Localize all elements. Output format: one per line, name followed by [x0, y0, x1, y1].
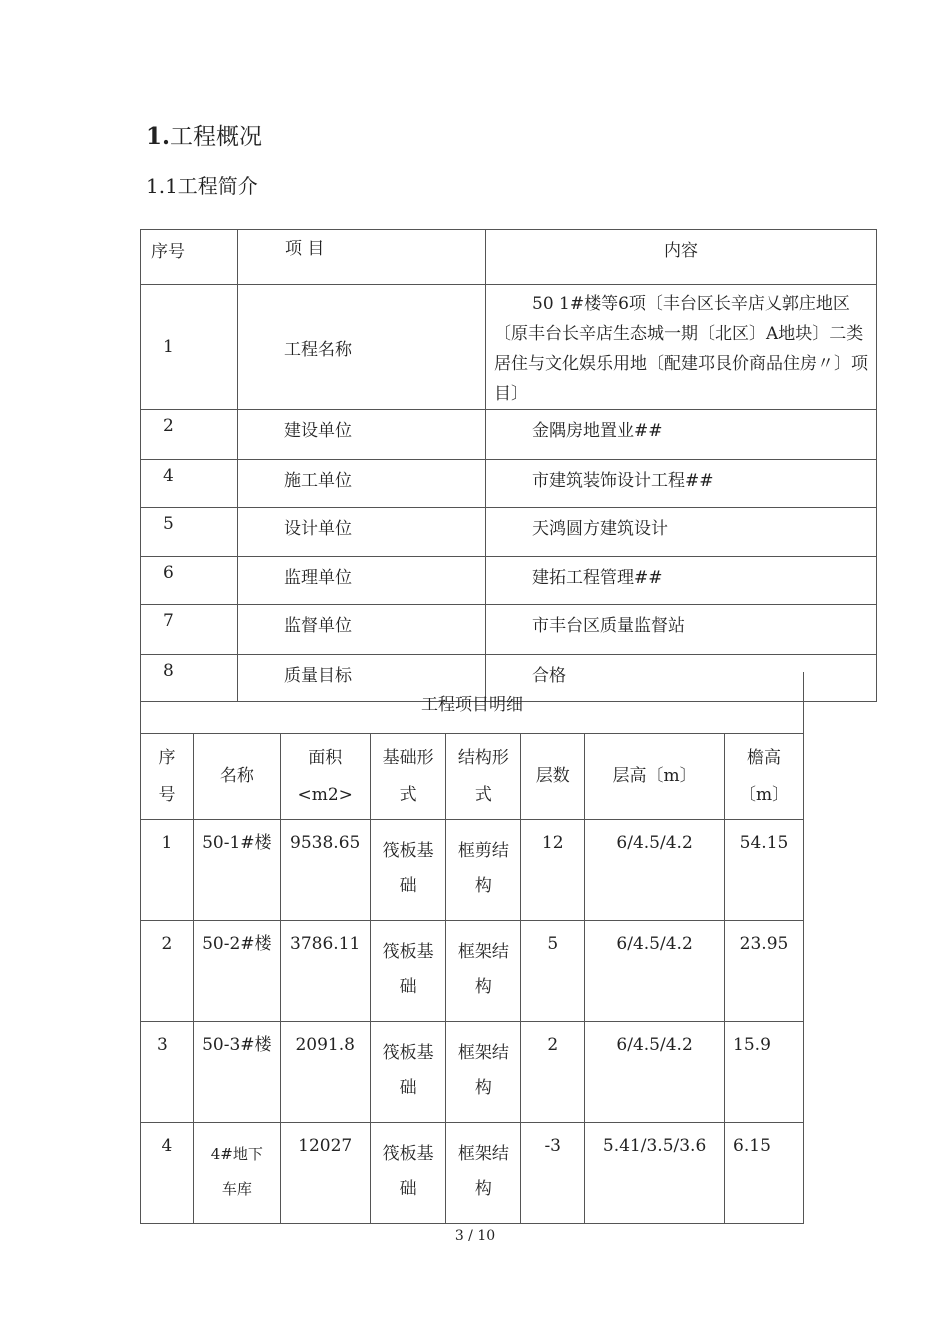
header-structure-line1: 结构形	[457, 747, 509, 768]
row-content: 市丰台区质量监督站	[486, 605, 877, 655]
header-structure	[446, 734, 521, 820]
cell-eave: 15.9	[725, 1022, 804, 1123]
cell-height: 6/4.5/4.2	[585, 921, 725, 1022]
cell-structure	[446, 921, 521, 1022]
cell-name: 50-3#楼	[193, 1022, 280, 1123]
cell-no: 3	[141, 1022, 194, 1123]
cell-no: 4	[141, 1123, 194, 1224]
cell-floors: 2	[521, 1022, 585, 1123]
table-header-row	[141, 230, 877, 285]
cell-foundation-line1: 筏板基	[382, 1144, 434, 1164]
row-item: 设计单位	[238, 508, 486, 557]
table-row	[141, 605, 877, 655]
cell-foundation-line1: 筏板基	[382, 841, 434, 861]
cell-structure	[446, 820, 521, 921]
header-foundation	[370, 734, 446, 820]
table-row	[141, 285, 877, 410]
row-item: 监理单位	[238, 557, 486, 605]
cell-area: 9538.65	[280, 820, 370, 921]
subsection-heading: 1.1工程简介	[146, 174, 258, 198]
header-height: 层高〔m〕	[585, 734, 725, 820]
header-foundation-line1: 基础形	[382, 747, 434, 768]
row-number: 6	[141, 557, 238, 605]
cell-name-line2: 车库	[221, 1180, 252, 1198]
header-foundation-line2: 式	[399, 784, 417, 805]
header-no-line1: 序	[158, 747, 176, 768]
cell-structure-line2: 构	[474, 1078, 492, 1098]
cell-foundation-line2: 础	[399, 1179, 417, 1199]
cell-area: 12027	[280, 1123, 370, 1224]
cell-foundation-line2: 础	[399, 977, 417, 997]
cell-name: 50-1#楼	[193, 820, 280, 921]
header-cell: 项 目	[238, 230, 486, 285]
header-area	[280, 734, 370, 820]
cell-structure-line1: 框架结	[457, 1043, 509, 1063]
cell-area: 3786.11	[280, 921, 370, 1022]
project-detail-table	[140, 672, 804, 1224]
row-content: 50 1#楼等6项〔丰台区长辛店乂郭庄地区〔原丰台长辛店生态城一期〔北区〕A地块〕二类居住与文化娱乐用地〔配建邛艮价商品住房〃〕项目〕	[486, 285, 877, 410]
row-item: 监督单位	[238, 605, 486, 655]
cell-structure-line2: 构	[474, 977, 492, 997]
cell-area: 2091.8	[280, 1022, 370, 1123]
header-cell: 序号	[141, 230, 238, 285]
header-no-line2: 号	[158, 784, 176, 805]
row-number: 5	[141, 508, 238, 557]
cell-no: 1	[141, 820, 194, 921]
cell-height: 6/4.5/4.2	[585, 1022, 725, 1123]
cell-name: 50-2#楼	[193, 921, 280, 1022]
row-number: 7	[141, 605, 238, 655]
cell-structure-line2: 构	[474, 1179, 492, 1199]
table-row	[141, 460, 877, 508]
table-header-row	[141, 734, 804, 820]
cell-foundation-line1: 筏板基	[382, 1043, 434, 1063]
cell-foundation	[370, 1123, 446, 1224]
row-item: 质量目标	[238, 655, 486, 702]
cell-foundation	[370, 1022, 446, 1123]
table-row	[141, 557, 877, 605]
table-row	[141, 1022, 804, 1123]
cell-structure-line1: 框架结	[457, 1144, 509, 1164]
table-row	[141, 508, 877, 557]
cell-structure-line1: 框架结	[457, 942, 509, 962]
row-number: 4	[141, 460, 238, 508]
cell-floors: 12	[521, 820, 585, 921]
section-heading	[146, 118, 262, 151]
cell-floors: -3	[521, 1123, 585, 1224]
header-eave-line1: 檐高	[747, 747, 782, 768]
cell-eave: 23.95	[725, 921, 804, 1022]
cell-name-line1: 4#地下	[210, 1145, 263, 1163]
cell-height: 5.41/3.5/3.6	[585, 1123, 725, 1224]
header-cell: 内容	[486, 230, 877, 285]
header-no	[141, 734, 194, 820]
header-area-line1: 面积	[308, 747, 343, 768]
cell-no: 2	[141, 921, 194, 1022]
table-title: 工程项目明细	[141, 672, 804, 734]
cell-structure	[446, 1123, 521, 1224]
header-floors: 层数	[521, 734, 585, 820]
header-name: 名称	[193, 734, 280, 820]
cell-foundation-line1: 筏板基	[382, 942, 434, 962]
cell-foundation-line2: 础	[399, 876, 417, 896]
row-content: 建拓工程管理##	[486, 557, 877, 605]
cell-structure-line2: 构	[474, 876, 492, 896]
row-number: 2	[141, 410, 238, 460]
header-eave-line2: 〔m〕	[738, 784, 790, 805]
row-content: 金隅房地置业##	[486, 410, 877, 460]
row-item: 工程名称	[238, 285, 486, 410]
cell-foundation-line2: 础	[399, 1078, 417, 1098]
row-number: 1	[141, 285, 238, 410]
table-row	[141, 820, 804, 921]
table-row	[141, 921, 804, 1022]
page-number: 3 / 10	[454, 1228, 496, 1244]
table-row	[141, 1123, 804, 1224]
project-intro-table	[140, 229, 877, 702]
section-number: 1.	[146, 123, 171, 150]
cell-eave: 54.15	[725, 820, 804, 921]
row-number: 8	[141, 655, 238, 702]
cell-floors: 5	[521, 921, 585, 1022]
cell-foundation	[370, 820, 446, 921]
section-title: 工程概况	[170, 124, 263, 150]
cell-foundation	[370, 921, 446, 1022]
row-content: 天鸿圆方建筑设计	[486, 508, 877, 557]
row-content: 市建筑装饰设计工程##	[486, 460, 877, 508]
cell-eave: 6.15	[725, 1123, 804, 1224]
cell-structure-line1: 框剪结	[457, 841, 509, 861]
cell-structure	[446, 1022, 521, 1123]
row-content: 合格	[486, 655, 877, 702]
cell-height: 6/4.5/4.2	[585, 820, 725, 921]
table-row	[141, 410, 877, 460]
header-structure-line2: 式	[474, 784, 492, 805]
cell-name	[193, 1123, 280, 1224]
header-eave	[725, 734, 804, 820]
table-title-row	[141, 672, 804, 734]
header-area-line2: <m2>	[297, 784, 353, 805]
row-item: 建设单位	[238, 410, 486, 460]
row-item: 施工单位	[238, 460, 486, 508]
